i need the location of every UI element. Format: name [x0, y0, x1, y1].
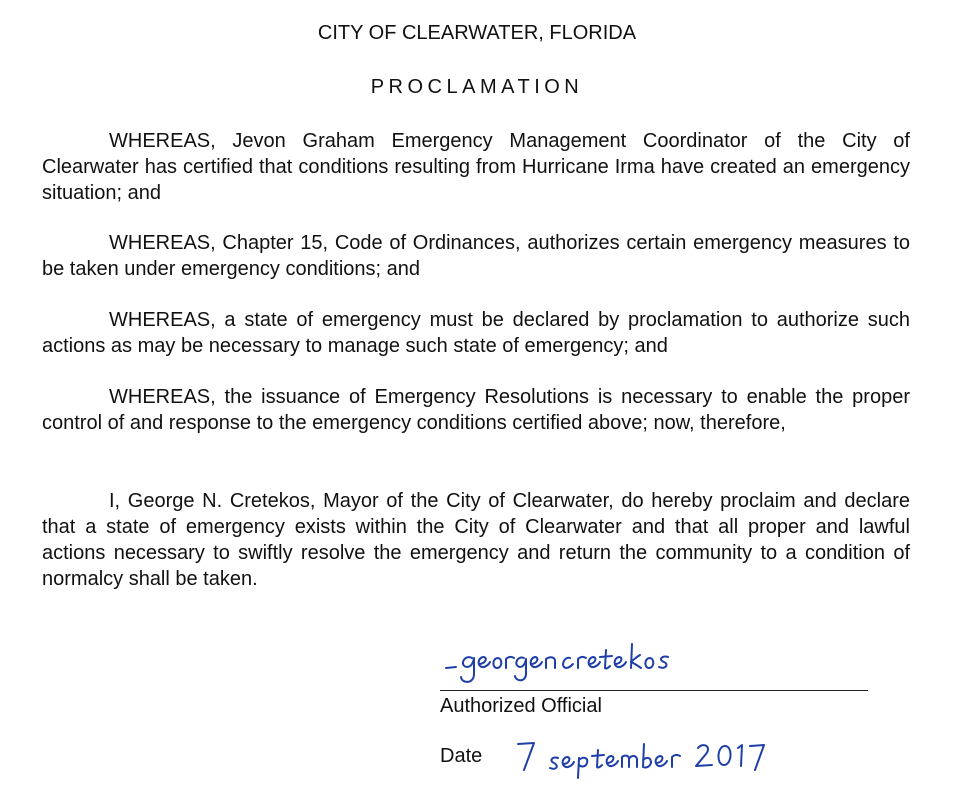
- city-heading: CITY OF CLEARWATER, FLORIDA: [317, 22, 637, 44]
- proclamation-paragraph: I, George N. Cretekos, Mayor of the City of Clearwater, do hereby proclaim and declare that a state of emergency exists within the City of Clearwater and that all proper and lawful actions necessary to swiftly resolve the emergency and return the community to a condition of normalcy shall be taken.: [42, 490, 910, 590]
- handwritten-date: [512, 734, 772, 784]
- signature-block: [440, 630, 880, 800]
- date-label: Date: [440, 745, 483, 767]
- handwritten-signature: [440, 630, 740, 690]
- document-title: PROCLAMATION: [370, 76, 584, 98]
- signature-line: [440, 690, 868, 691]
- whereas-paragraph-2: WHEREAS, Chapter 15, Code of Ordinances, authorizes certain emergency measures to be taken under emergency conditions; and: [42, 232, 910, 280]
- authorized-official-label: Authorized Official: [440, 695, 602, 717]
- whereas-paragraph-4: WHEREAS, the issuance of Emergency Resolutions is necessary to enable the proper control of and response to the emergency conditions certified above; now, therefore,: [42, 386, 910, 434]
- whereas-paragraph-1: WHEREAS, Jevon Graham Emergency Management Coordinator of the City of Clearwater has certified that conditions resulting from Hurricane Irma have created an emergency situation; and: [42, 130, 910, 204]
- whereas-paragraph-3: WHEREAS, a state of emergency must be declared by proclamation to authorize such actions as may be necessary to manage such state of emergency; and: [42, 309, 910, 357]
